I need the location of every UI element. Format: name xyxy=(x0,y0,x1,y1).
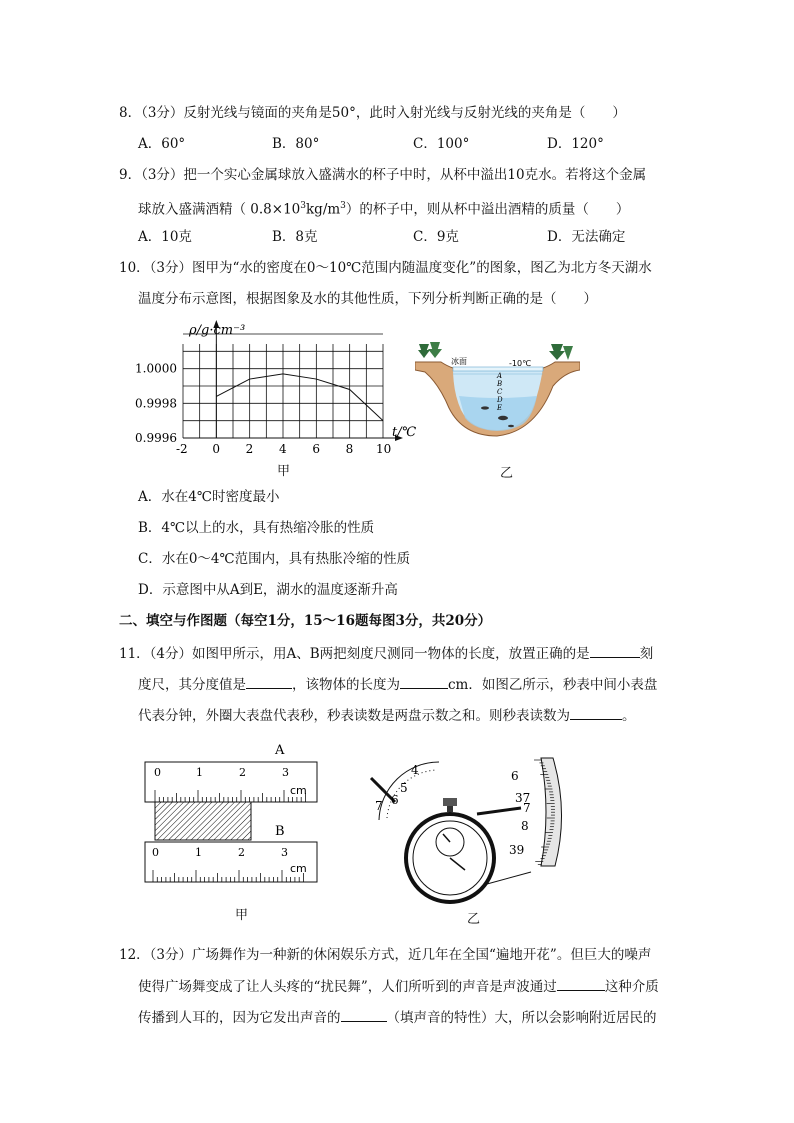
q9-option-c: C．9克 xyxy=(413,229,459,245)
ruler-a-tick-label: 2 xyxy=(239,766,246,779)
y-tick-label: 0.9996 xyxy=(135,431,177,445)
layer-label-b: B xyxy=(497,380,503,388)
y-axis-label: ρ/g·cm⁻³ xyxy=(189,323,246,338)
layer-label-a: A xyxy=(497,372,503,380)
x-tick-label: 10 xyxy=(376,442,392,456)
fig-jia-caption: 甲 xyxy=(277,464,291,479)
ruler-b-tick-label: 0 xyxy=(152,846,159,859)
stopwatch-figure xyxy=(355,752,570,917)
q11-line3: 代表分钟，外圈大表盘代表秒，秒表读数是两盘示数之和。则秒表读数为 。 xyxy=(138,705,636,726)
ruler-b-tick-label: 1 xyxy=(195,846,202,859)
fish-icon xyxy=(481,406,489,409)
big-dial-label: 8 xyxy=(521,819,529,833)
answer-blank[interactable] xyxy=(400,674,448,689)
q10-option-b: B．4℃以上的水，具有热缩冷胀的性质 xyxy=(138,520,375,536)
temperature-label: -10℃ xyxy=(509,359,532,368)
measured-object xyxy=(155,802,251,840)
big-dial-label: 6 xyxy=(511,769,519,783)
density-chart xyxy=(135,318,425,478)
big-dial-label: 37 xyxy=(515,791,531,805)
q8-stem: 8．（3分）反射光线与镜面的夹角是50°，此时入射光线与反射光线的夹角是（ ） xyxy=(119,105,626,121)
ruler-b-tick-label: 3 xyxy=(281,846,288,859)
ruler-a-label: A xyxy=(275,743,285,758)
small-dial-label: 6 xyxy=(391,793,399,807)
section-heading: 二、填空与作图题（每空1分，15～16题每图3分，共20分） xyxy=(119,613,492,629)
q10-option-c: C．水在0～4℃范围内，具有热胀冷缩的性质 xyxy=(138,551,411,567)
q10-option-a: A．水在4℃时密度最小 xyxy=(138,489,280,505)
big-dial-pointer xyxy=(477,808,521,814)
q9-option-d: D．无法确定 xyxy=(547,229,626,245)
x-tick-label: 6 xyxy=(312,442,320,456)
x-tick-label: -2 xyxy=(176,442,188,456)
x-tick-label: 8 xyxy=(345,442,354,456)
small-dial-label: 5 xyxy=(400,781,408,795)
fig-jia-caption-2: 甲 xyxy=(235,908,249,923)
big-dial-label: 7 xyxy=(523,801,531,815)
fish-icon xyxy=(508,425,514,428)
fig-yi-caption: 乙 xyxy=(500,466,514,481)
q12-line1: 12．（3分）广场舞作为一种新的休闲娱乐方式，近几年在全国“遍地开花”。但巨大的噪声 xyxy=(119,947,652,963)
q8-option-c: C．100° xyxy=(413,136,470,152)
answer-blank[interactable] xyxy=(590,643,640,658)
ruler-a-unit: cm xyxy=(290,784,307,797)
small-dial-label: 4 xyxy=(411,763,419,777)
rulers-figure xyxy=(140,738,330,888)
big-dial-label: 39 xyxy=(509,843,525,857)
q11-line1: 11．（4分）如图甲所示，用A、B两把刻度尺测同一物体的长度，放置正确的是 刻 xyxy=(119,643,653,664)
y-tick-label: 1.0000 xyxy=(135,361,177,376)
answer-blank[interactable] xyxy=(341,1007,387,1022)
x-tick-label: 2 xyxy=(245,442,254,456)
q8-option-d: D．120° xyxy=(547,136,604,152)
ruler-a-tick-label: 3 xyxy=(282,766,289,779)
lake-diagram xyxy=(415,336,580,446)
fish-icon xyxy=(498,416,508,420)
q9-stem-line1: 9．（3分）把一个实心金属球放入盛满水的杯子中时，从杯中溢出10克水。若将这个金属 xyxy=(119,167,647,183)
q9-stem-line2: 球放入盛满酒精（ $0.8\times 10^3kg/m^3$）的杯子中，则从杯中溢出酒精的质量（ ） xyxy=(138,201,630,218)
y-tick-label: 0.9998 xyxy=(135,396,177,411)
answer-blank[interactable] xyxy=(570,705,622,720)
q9-option-a: A．10克 xyxy=(138,229,192,245)
ruler-b-unit: cm xyxy=(290,862,307,875)
q10-stem-line2: 温度分布示意图，根据图象及水的其他性质，下列分析判断正确的是（ ） xyxy=(138,291,597,307)
answer-blank[interactable] xyxy=(557,976,605,991)
ruler-a-tick-label: 1 xyxy=(196,766,203,779)
q10-stem-line1: 10．（3分）图甲为“水的密度在0～10℃范围内随温度变化”的图象，图乙为北方冬天湖水 xyxy=(119,260,652,276)
q9-option-b: B．8克 xyxy=(272,229,318,245)
q11-line2: 度尺，其分度值是 ，该物体的长度为 cm．如图乙所示，秒表中间小表盘 xyxy=(138,674,657,695)
ruler-b-label: B xyxy=(275,824,285,839)
small-dial-label: 7 xyxy=(375,799,383,813)
ruler-b-tick-label: 2 xyxy=(238,846,245,859)
q10-option-d: D．示意图中从A到E，湖水的温度逐渐升高 xyxy=(138,582,398,598)
tree-icon xyxy=(549,344,573,360)
layer-label-c: C xyxy=(497,388,503,396)
tree-icon xyxy=(418,342,442,358)
layer-label-e: E xyxy=(497,404,503,412)
q8-option-a: A．60° xyxy=(138,136,186,152)
q8-option-b: B．80° xyxy=(272,136,320,152)
ruler-a-tick-label: 0 xyxy=(154,766,161,779)
stopwatch-crown xyxy=(443,798,457,806)
q12-line2: 使得广场舞变成了让人头疼的“扰民舞”，人们所听到的声音是声波通过 这种介质 xyxy=(138,976,659,997)
ice-label: 冰面 xyxy=(451,357,467,366)
q12-line3: 传播到人耳的，因为它发出声音的 （填声音的特性）大，所以会影响附近居民的 xyxy=(138,1007,657,1028)
layer-label-d: D xyxy=(497,396,503,404)
x-tick-label: 4 xyxy=(279,442,287,456)
x-tick-label: 0 xyxy=(212,442,220,456)
fig-yi-caption-2: 乙 xyxy=(467,912,481,927)
x-axis-label: t/℃ xyxy=(392,425,417,440)
answer-blank[interactable] xyxy=(246,674,292,689)
